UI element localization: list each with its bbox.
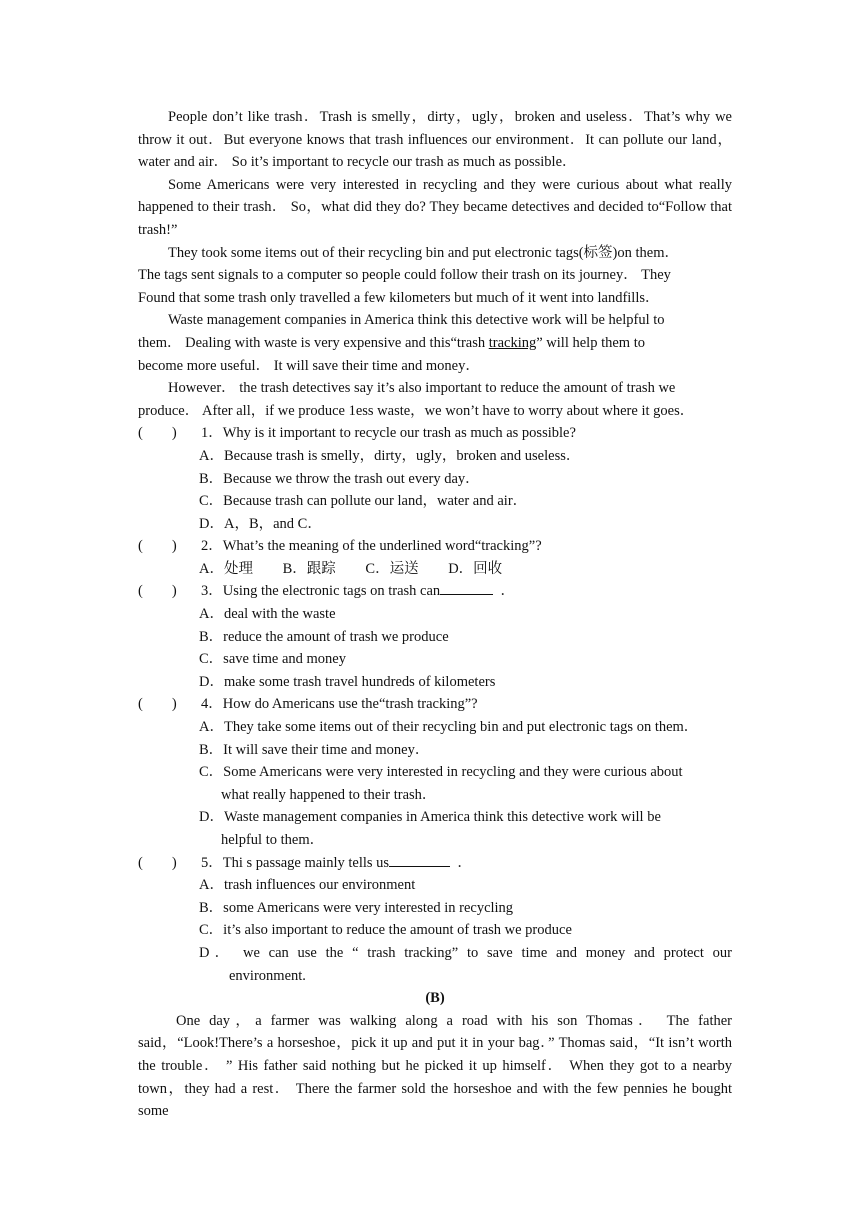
question-3-blank[interactable] <box>440 580 493 595</box>
underlined-word-tracking: tracking <box>488 334 537 351</box>
question-4-option-d-line-1: D．Waste management companies in America think this detective work will be <box>199 809 661 826</box>
question-3-end: ． <box>500 583 515 600</box>
question-5 <box>138 852 732 875</box>
passage-paragraph-5-line-2: produce． After all，if we produce 1ess waste，we won’t have to worry about where it goes． <box>138 402 695 419</box>
question-5-blank[interactable] <box>389 852 450 867</box>
section-b-heading: (B) <box>425 990 445 1007</box>
question-4-option-a: A．They take some items out of their recycling bin and put electronic tags on them． <box>199 719 699 736</box>
question-2-stem: 2．What’s the meaning of the underlined word“tracking”? <box>201 538 542 555</box>
question-3-stem: 3．Using the electronic tags on trash can <box>201 583 441 600</box>
question-2 <box>138 535 732 558</box>
section-b-paragraph-1: One day，a farmer was walking along a road with his son Thomas． The father said，“Look!There’s a horseshoe，pick it up and put it in your bag．” Thomas said，“It isn’t worth the trouble． ” His father said nothing but he picked it up himself． When they got to a nearby town，they had a rest． There the farmer sold the horseshoe and with the few pennies he bought some <box>138 1012 732 1120</box>
question-1 <box>138 422 732 445</box>
question-5-option-c: C．it’s also important to reduce the amount of trash we produce <box>199 922 572 939</box>
answer-paren-3[interactable]: ( ) <box>138 583 177 600</box>
passage-paragraph-3-line-3: Found that some trash only travelled a few kilometers but much of it went into landfills． <box>138 289 660 306</box>
passage-paragraph-3-line-1: They took some items out of their recycling bin and put electronic tags(标签)on them． <box>168 244 679 261</box>
passage-paragraph-1: People don’t like trash．Trash is smelly，dirty，ugly，broken and useless．That’s why we throw it out．But everyone knows that trash influences our environment．It can pollute our land，water and air． So it’s important to recycle our trash as much as possible． <box>138 109 732 171</box>
question-5-option-a: A．trash influences our environment <box>199 877 416 894</box>
answer-paren-5[interactable]: ( ) <box>138 854 177 871</box>
question-4-option-b: B．It will save their time and money． <box>199 741 430 758</box>
answer-paren-2[interactable]: ( ) <box>138 538 177 555</box>
question-5-option-b: B．some Americans were very interested in recycling <box>199 899 514 916</box>
question-1-stem: 1．Why is it important to recycle our trash as much as possible? <box>201 425 576 442</box>
question-1-option-a: A．Because trash is smelly，dirty，ugly，broken and useless． <box>199 447 581 464</box>
passage-paragraph-2: Some Americans were very interested in recycling and they were curious about what really happened to their trash． So，what did they do? They became detectives and decided to“Follow that trash!” <box>138 176 732 238</box>
question-5-stem: 5．Thi s passage mainly tells us <box>201 854 390 871</box>
passage-paragraph-5-line-1: However． the trash detectives say it’s also important to reduce the amount of trash we <box>168 380 676 397</box>
question-5-end: ． <box>457 854 472 871</box>
question-3-option-d: D．make some trash travel hundreds of kilometers <box>199 673 496 690</box>
question-1-option-d: D．A，B，and C． <box>199 515 322 532</box>
question-3-option-c: C．save time and money <box>199 651 346 668</box>
passage-paragraph-4-line-1: Waste management companies in America think this detective work will be helpful to <box>168 312 665 329</box>
question-1-option-b: B．Because we throw the trash out every day． <box>199 470 480 487</box>
document-content <box>138 106 732 1123</box>
question-5-option-d-line-2: environment. <box>229 967 306 984</box>
question-3 <box>138 580 732 603</box>
passage-paragraph-4-line-3: become more useful． It will save their time and money． <box>138 357 480 374</box>
p4-line-2-start: them． Dealing with waste is very expensive and this“trash <box>138 334 489 351</box>
question-4-option-c-line-1: C．Some Americans were very interested in recycling and they were curious about <box>199 764 683 781</box>
question-4-option-d-line-2: helpful to them． <box>221 832 325 848</box>
question-2-options <box>138 558 732 581</box>
question-4-option-c-line-2: what really happened to their trash． <box>221 786 437 803</box>
answer-paren-4[interactable]: ( ) <box>138 696 177 713</box>
passage-paragraph-3-line-2: The tags sent signals to a computer so people could follow their trash on its journey． They <box>138 267 671 284</box>
question-5-stem-line <box>201 852 472 875</box>
question-3-option-a: A．deal with the waste <box>199 606 336 623</box>
question-4 <box>138 693 732 716</box>
question-5-option-d-line-1: D． we can use the “ trash tracking” to save time and money and protect our <box>199 944 732 961</box>
question-3-stem-line <box>201 580 515 603</box>
question-1-option-c: C．Because trash can pollute our land，water and air． <box>199 493 528 510</box>
question-2-option-a: A．处理 <box>199 560 253 577</box>
question-4-stem: 4．How do Americans use the“trash tracking”? <box>201 696 478 713</box>
question-3-option-b: B．reduce the amount of trash we produce <box>199 628 449 645</box>
p4-line-2-end: ” will help them to <box>536 334 645 351</box>
passage-paragraph-4-line-2 <box>138 332 732 355</box>
question-2-option-b: B．跟踪 <box>282 560 336 577</box>
answer-paren-1[interactable]: ( ) <box>138 425 177 442</box>
question-2-option-c: C．运送 <box>365 560 419 577</box>
question-2-option-d: D．回收 <box>448 560 503 577</box>
